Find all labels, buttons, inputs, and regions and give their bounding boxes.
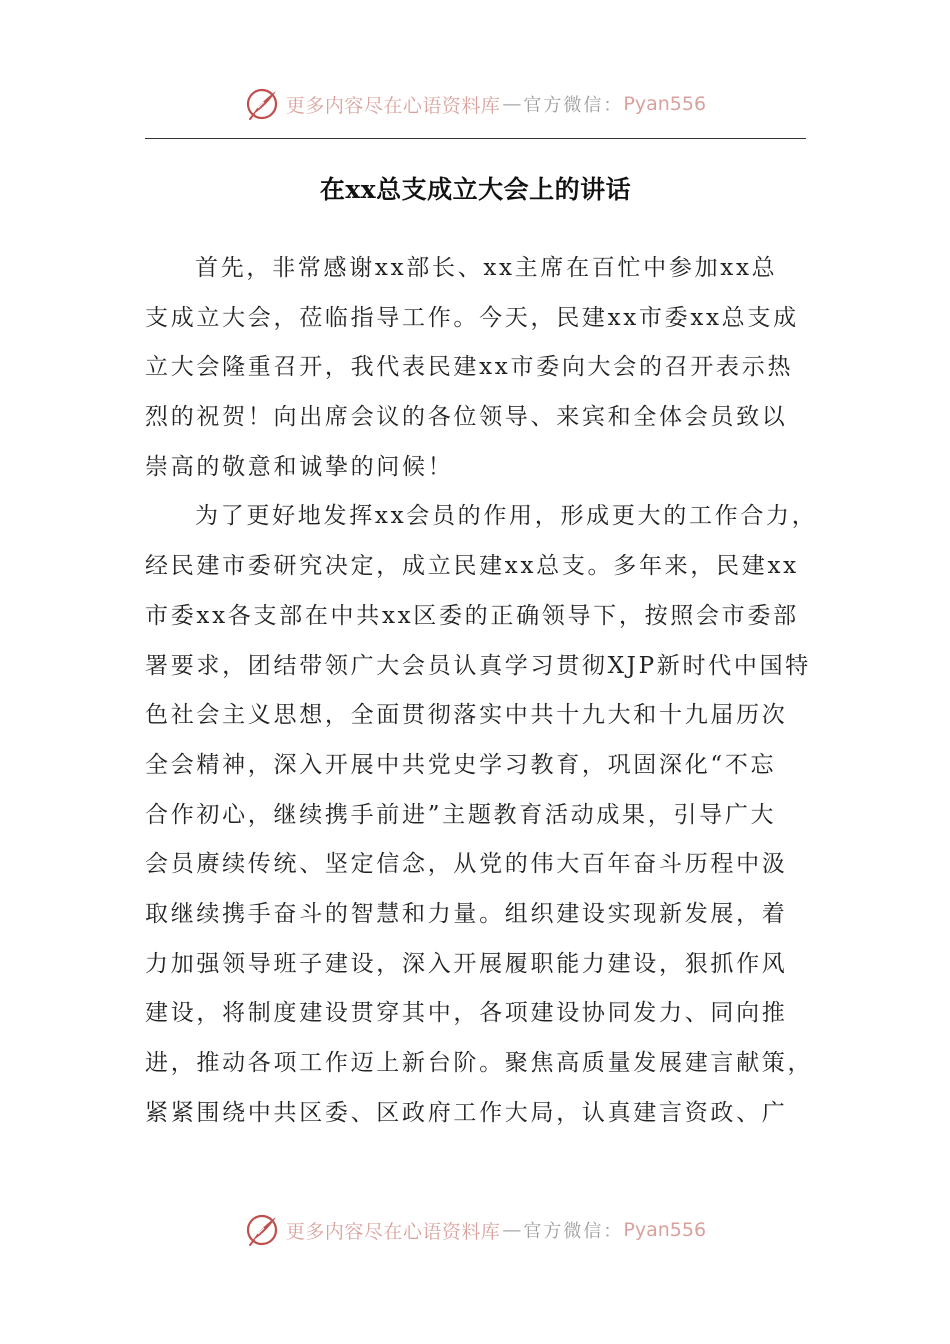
paragraph-1-line: 烈的祝贺！向出席会议的各位领导、来宾和全体会员致以 (145, 404, 788, 431)
banner-account: Pyan556 (623, 93, 707, 115)
paragraph-1-line: 立大会隆重召开，我代表民建xx市委向大会的召开表示热 (145, 354, 794, 381)
paragraph-2-line: 经民建市委研究决定，成立民建xx总支。多年来，民建xx (145, 553, 799, 580)
paragraph-2-line: 会员赓续传统、坚定信念，从党的伟大百年奋斗历程中汲 (145, 851, 788, 878)
paragraph-2-line: 进，推动各项工作迈上新台阶。聚焦高质量发展建言献策， (145, 1050, 814, 1076)
paragraph-2-line: 市委xx各支部在中共xx区委的正确领导下，按照会市委部 (145, 602, 799, 629)
paragraph-2-line: 署要求，团结带领广大会员认真学习贯彻XJP新时代中国特 (145, 652, 811, 679)
paragraph-1-line: 首先，非常感谢xx部长、xx主席在百忙中参加xx总 (195, 255, 778, 281)
banner-separator: — (502, 93, 522, 115)
banner-separator: — (502, 1219, 522, 1241)
banner-brand-text: 更多内容尽在心语资料库 (285, 94, 501, 117)
paragraph-2-line: 建设，将制度建设贯穿其中，各项建设协同发力、同向推 (145, 1000, 788, 1027)
banner-brand-text: 更多内容尽在心语资料库 (285, 1220, 501, 1243)
banner-wechat-label: 官方微信： (523, 1221, 624, 1242)
quill-pen-logo-icon (244, 1212, 280, 1248)
document-body (145, 244, 818, 1138)
header-banner (0, 82, 950, 126)
banner-wechat-label: 官方微信： (523, 95, 624, 116)
paragraph-2-line: 全会精神，深入开展中共党史学习教育，巩固深化“不忘 (145, 751, 777, 778)
paragraph-2-line: 取继续携手奋斗的智慧和力量。组织建设实现新发展，着 (145, 900, 788, 927)
banner-account: Pyan556 (623, 1219, 707, 1241)
header-divider (145, 138, 806, 139)
paragraph-2-line: 为了更好地发挥xx会员的作用，形成更大的工作合力， (195, 503, 818, 530)
paragraph-1-line: 崇高的敬意和诚挚的问候！ (145, 453, 454, 480)
paragraph-2-line: 紧紧围绕中共区委、区政府工作大局，认真建言资政、广 (145, 1099, 788, 1126)
paragraph-1-line: 支成立大会，莅临指导工作。今天，民建xx市委xx总支成 (145, 304, 799, 331)
quill-pen-logo-icon (244, 86, 280, 122)
paragraph-2-line: 色社会主义思想，全面贯彻落实中共十九大和十九届历次 (145, 702, 788, 729)
document-title: 在xx总支成立大会上的讲话 (319, 175, 632, 204)
paragraph-2-line: 合作初心，继续携手前进”主题教育活动成果，引导广大 (145, 801, 777, 828)
footer-banner (0, 1208, 950, 1252)
paragraph-2-line: 力加强领导班子建设，深入开展履职能力建设，狠抓作风 (145, 950, 788, 977)
